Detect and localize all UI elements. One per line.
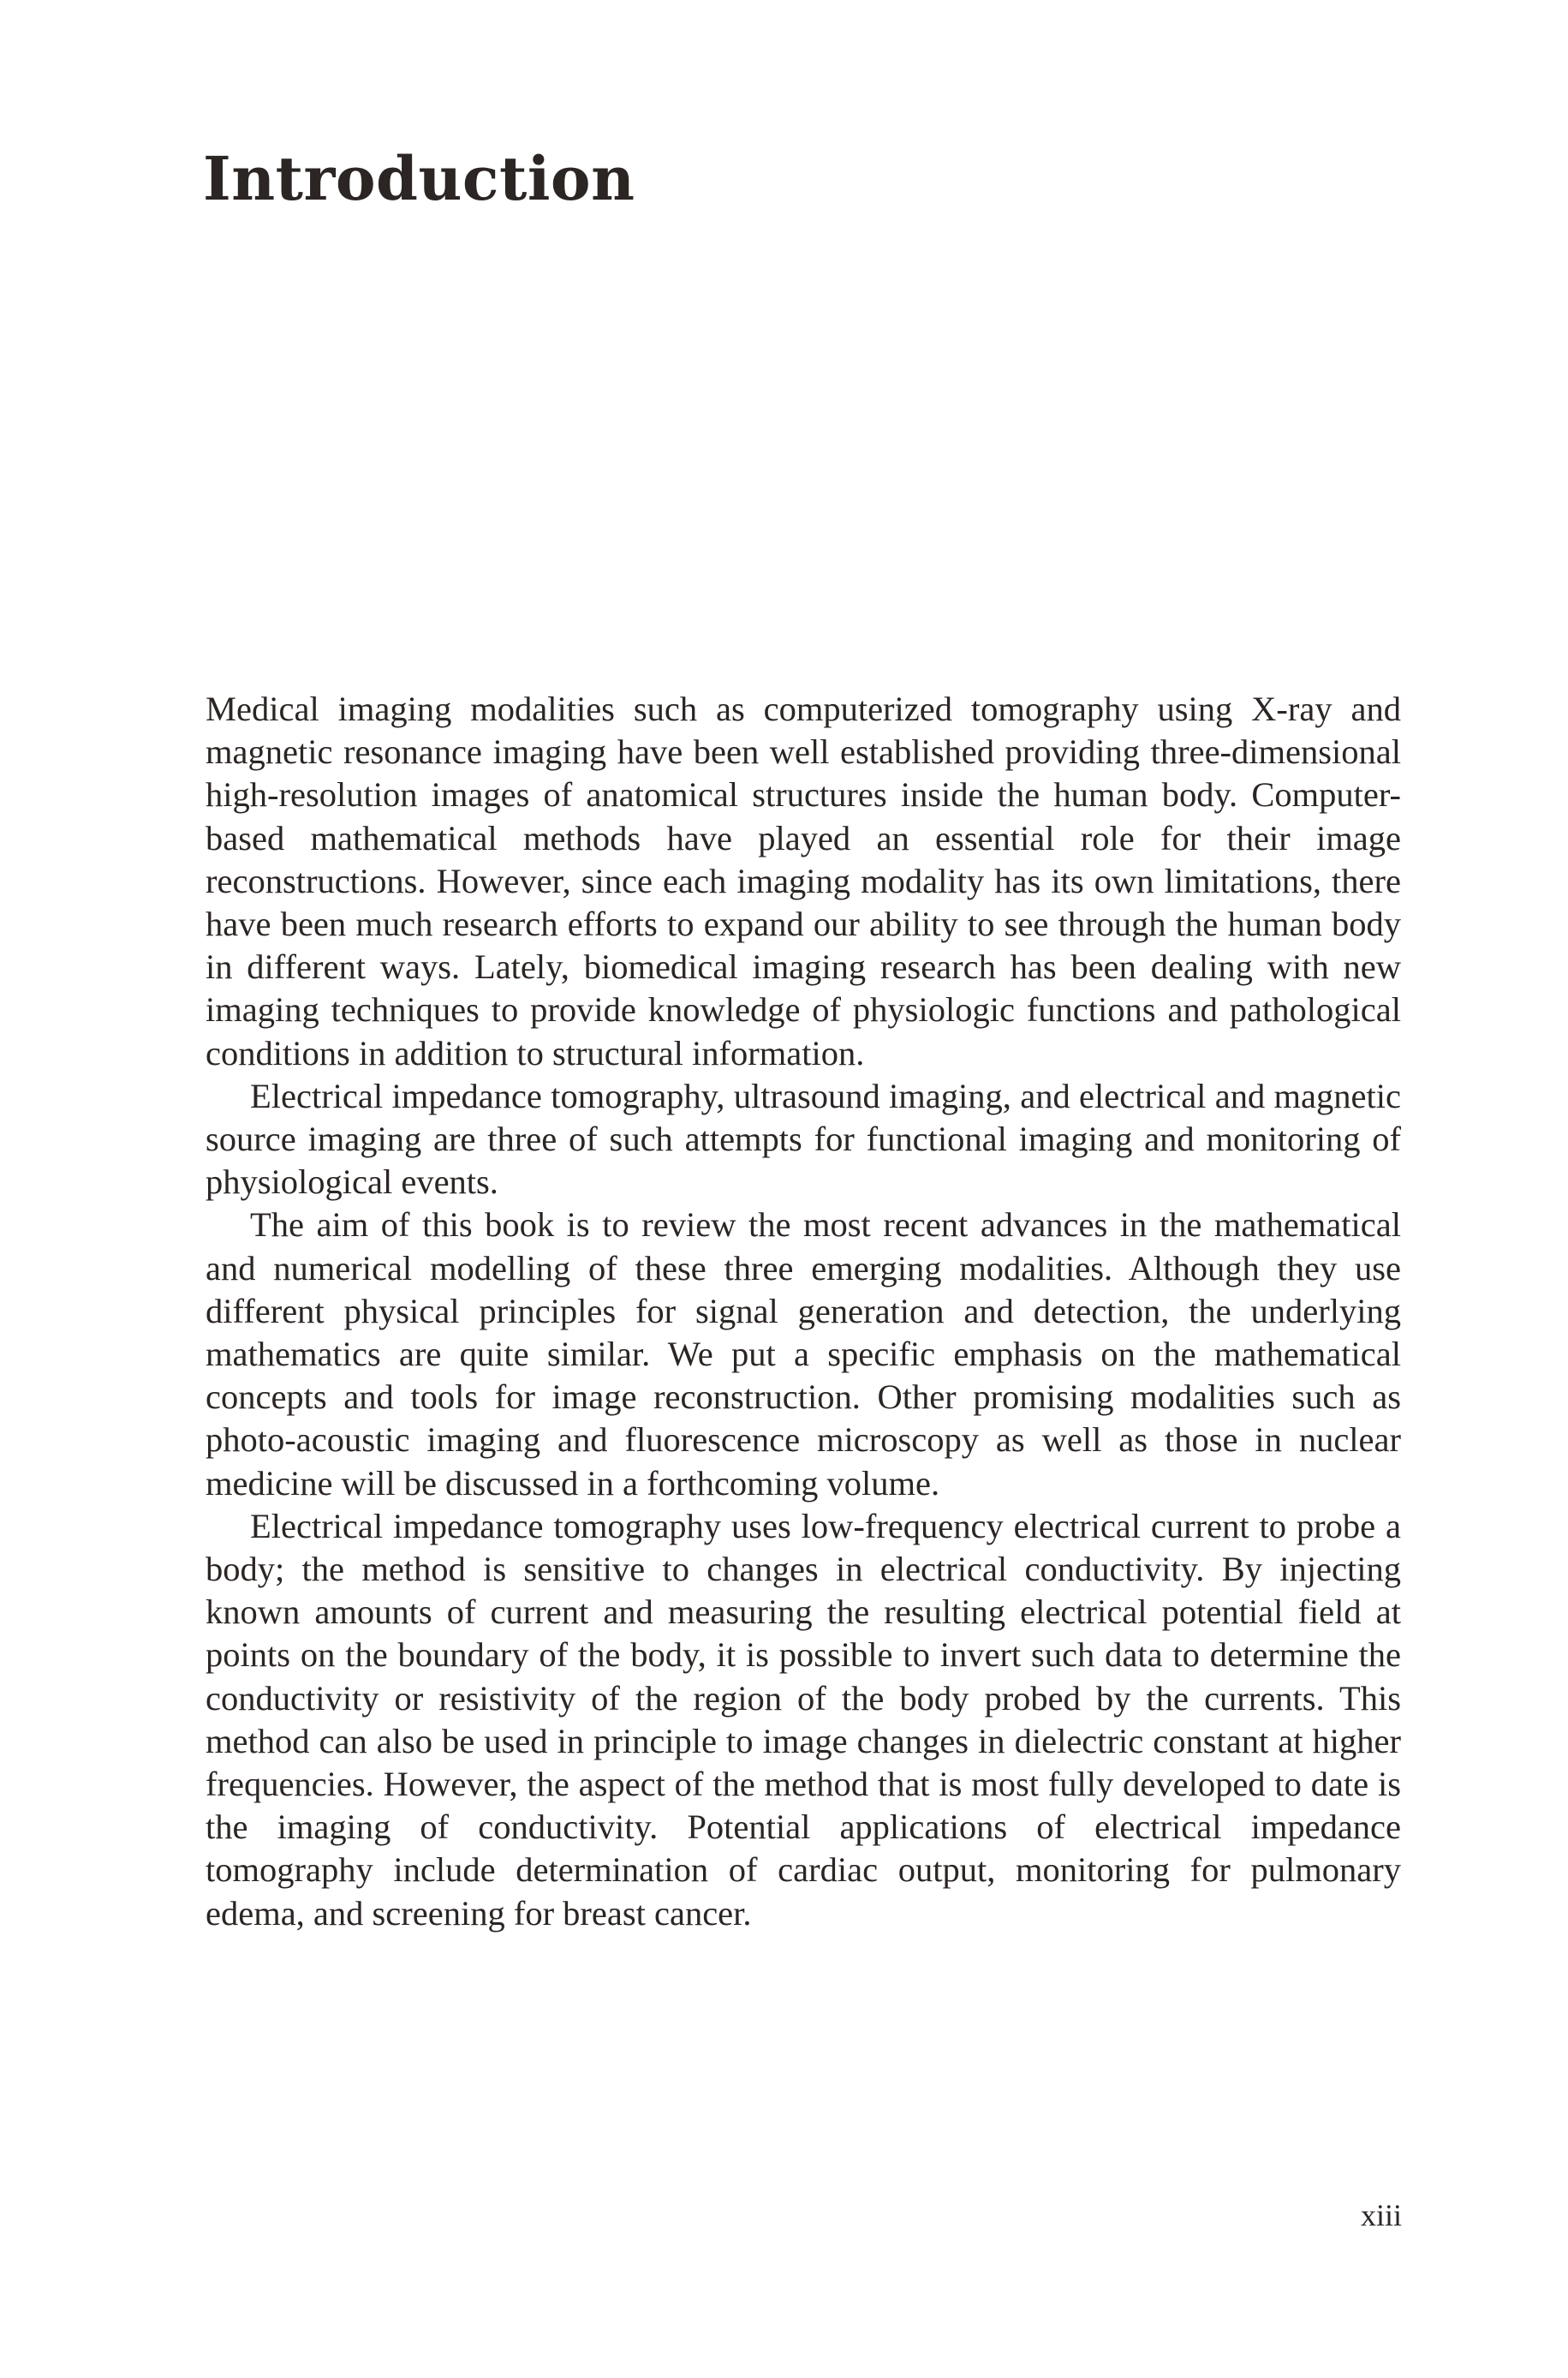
chapter-title: Introduction <box>203 143 635 214</box>
body-text <box>206 688 1401 1935</box>
page-number: xiii <box>1360 2198 1402 2232</box>
paragraph-3: The aim of this book is to review the most recent advances in the mathematical and numerical modelling of these three emerging modalities. Although they use different physical principles for signal generation and detection, the underlying mathematics are quite similar. We put a specific emphasis on the mathematical concepts and tools for image reconstruction. Other promising modalities such as photo-acoustic imaging and fluorescence microscopy as well as those in nuclear medicine will be discussed in a forthcoming volume. <box>206 1205 1401 1503</box>
paragraph-1: Medical imaging modalities such as computerized tomography using X-ray and magnetic resonance imaging have been well established providing three-dimensional high-resolution images of anatomical structures inside the human body. Computer-based mathematical methods have played an essential role for their image reconstructions. However, since each imaging modality has its own limitations, there have been much research efforts to expand our ability to see through the human body in different ways. Lately, biomedical imaging research has been dealing with new imaging techniques to provide knowledge of physiologic functions and pathological conditions in addition to structural information. <box>206 690 1401 1072</box>
paragraph-2: Electrical impedance tomography, ultrasound imaging, and electrical and magnetic source imaging are three of such attempts for functional imaging and monitoring of physiological events. <box>206 1076 1401 1202</box>
paragraph-4: Electrical impedance tomography uses low-frequency electrical current to probe a body; the method is sensitive to changes in electrical conductivity. By injecting known amounts of current and measuring the resulting electrical potential field at points on the boundary of the body, it is possible to invert such data to determine the conductivity or resistivity of the region of the body probed by the currents. This method can also be used in principle to image changes in dielectric constant at higher frequencies. However, the aspect of the method that is most fully developed to date is the imaging of conductivity. Potential applications of electrical impedance tomography include determination of cardiac output, monitoring for pulmonary edema, and screening for breast cancer. <box>206 1506 1401 1933</box>
